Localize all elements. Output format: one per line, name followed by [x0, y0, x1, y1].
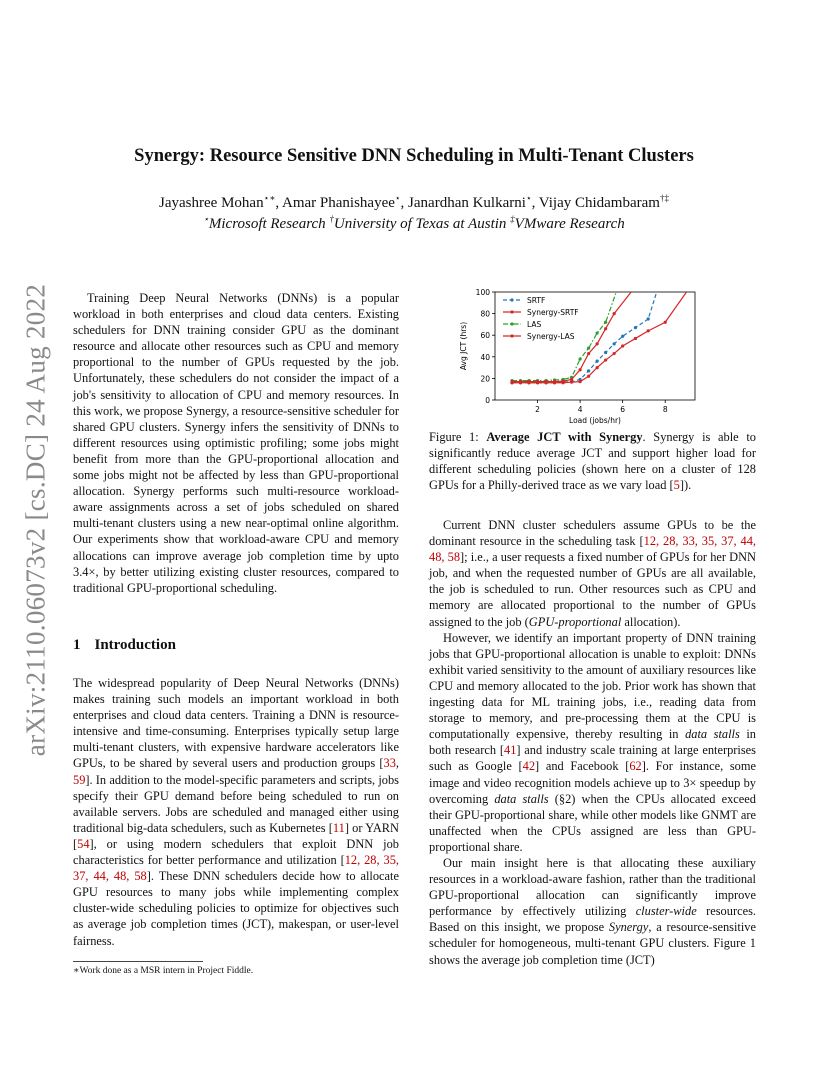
x-axis-label: Load (jobs/hr) [569, 416, 621, 425]
caption-bold: Average JCT with Synergy [486, 430, 643, 444]
paragraph [429, 855, 756, 968]
data-point [561, 380, 564, 383]
affil-1: Microsoft Research [208, 216, 326, 232]
y-tick-label: 40 [480, 352, 490, 362]
legend-label: Synergy-SRTF [527, 308, 579, 317]
y-tick-label: 0 [485, 396, 490, 405]
emphasis: data stalls [494, 791, 549, 806]
affiliation-list [0, 214, 828, 233]
data-point [570, 378, 573, 381]
citation-link[interactable]: 42 [522, 759, 536, 774]
data-point [613, 352, 616, 355]
citation-link[interactable]: 12, 28, 33, 35, 37, 44, 48, 58 [429, 534, 757, 565]
intro-text: The widespread popularity of Deep Neural Networks (DNNs) makes training such models an important workload in both enterprises and cloud data centers. Training a DNN is resource-intensive and time-consuming. Enterprises typically setup large multi-tenant clusters, with expensive hardware accelerators like GPUs, to be shared by several users and production groups [ [73, 676, 399, 771]
author-3: , Janardhan Kulkarni [400, 195, 526, 211]
arxiv-stamp [14, 280, 58, 760]
section-number: 1 [73, 637, 81, 653]
data-point [510, 380, 513, 383]
body-text: allocation). [621, 614, 681, 629]
data-point [664, 321, 667, 324]
citation-link[interactable]: 5 [673, 478, 680, 493]
data-point [621, 335, 624, 338]
data-point [596, 342, 599, 345]
emphasis: data stalls [685, 727, 740, 742]
data-point [587, 352, 590, 355]
data-point [596, 331, 599, 334]
intro-text: ]. In addition to the model-specific parameters and scripts, jobs specify their GPU demand before being scheduled to run on available servers. Jobs are scheduled and managed either using traditional big-data schedulers, such as Kubernetes [ [73, 772, 399, 835]
author-3-mark: ⋆ [525, 193, 532, 203]
body-text: Current DNN cluster schedulers assume GPUs to be the dominant resource in the scheduling task [ [429, 518, 756, 549]
data-point [553, 380, 556, 383]
body-text: resources. Based on this insight, we propose [429, 904, 756, 935]
data-point [647, 329, 650, 332]
caption-label: Figure 1: [429, 430, 487, 444]
data-point [613, 312, 616, 315]
data-point [527, 380, 530, 383]
data-point [596, 360, 599, 363]
caption-text: . Synergy is able to significantly reduce average JCT and support higher load for different scheduling policies (shown here on a cluster of 128 GPUs for a Philly-derived trace as we vary load [ [429, 430, 756, 493]
data-point [544, 380, 547, 383]
x-tick-label: 2 [535, 405, 540, 414]
intro-text: ]. These DNN schedulers decide how to allocate GPU resources to many jobs while implementing complex cluster-wide scheduling policies to optimize for objectives such as average job completion times (JCT), makespan, or user-level fairness. [73, 869, 399, 948]
affil-3-mark: ‡ [510, 214, 515, 224]
emphasis: Synergy [608, 920, 649, 935]
y-tick-label: 80 [480, 309, 490, 319]
data-point [587, 347, 590, 350]
data-point [647, 317, 650, 320]
citation-link[interactable]: 62 [629, 759, 642, 774]
paragraph [429, 517, 756, 630]
data-point [579, 368, 582, 371]
intro-paragraph [73, 675, 399, 949]
legend-marker [510, 334, 513, 337]
arxiv-id: arXiv:2110.06073v2 [cs.DC] 24 Aug 2022 [20, 283, 51, 757]
paragraph [429, 630, 756, 855]
author-1: Jayashree Mohan [159, 195, 264, 211]
data-point [579, 357, 582, 360]
y-tick-label: 100 [475, 288, 490, 297]
data-point [587, 369, 590, 372]
section-title: Introduction [94, 637, 176, 653]
author-4: , Vijay Chidambaram [531, 195, 660, 211]
figure-caption [429, 429, 756, 493]
body-text: ]. For instance, some image and video recognition models achieve up to 3× speedup by overcoming [429, 759, 757, 806]
body-text: (§2) when the CPUs allocated exceed their GPU-proportional share, while other models like GNMT are unaffected when the CPUs assigned are less than GPU-proportional share. [429, 791, 757, 854]
jct-line-chart [450, 282, 710, 430]
data-point [634, 326, 637, 329]
x-tick-label: 6 [620, 405, 626, 414]
citation-link[interactable]: 33 [383, 756, 396, 771]
author-1-mark: ⋆∗ [263, 193, 276, 203]
section-heading [73, 637, 176, 654]
author-2: , Amar Phanishayee [275, 195, 395, 211]
citation-link[interactable]: 11 [332, 820, 345, 835]
caption-text: ]). [679, 478, 692, 493]
x-tick-label: 8 [662, 405, 668, 414]
emphasis: GPU-proportional [528, 614, 622, 629]
citation-link[interactable]: 12, 28, 35, 37, 44, 48, 58 [73, 853, 399, 884]
abstract [73, 290, 399, 596]
data-point [579, 380, 582, 383]
legend-label: Synergy-LAS [527, 332, 575, 341]
affil-3: VMware Research [514, 216, 625, 232]
y-tick-label: 20 [480, 374, 490, 384]
body-text: ]; i.e., a user requests a fixed number of GPUs for her DNN job, and when the requested number of GPUs are all available, the job is scheduled to run. Other resources such as CPU and memory are allocated proportional to the number of GPUs assigned to the job ( [429, 550, 756, 629]
body-text: However, we identify an important property of DNN training jobs that GPU-proportional allocation is unable to exploit: DNNs exhibit varied sensitivity to the amount of auxiliary resources like CPU and memory allocated to the job. Prior work has shown that ingesting data for ML training jobs, i.e., reading data from storage to memory, and pre-processing them at the CPU is computationally expensive, thereby resulting in [429, 630, 756, 742]
abstract-text: Training Deep Neural Networks (DNNs) is a popular workload in both enterprises and cloud data centers. Existing schedulers for DNN training consider GPU as the dominant resource and allocate other resources such as CPU and memory proportional to the number of GPUs requested by the job. Unfortunately, these schedulers do not consider the impact of a job's sensitivity to allocation of CPU and memory resources. In this work, we propose Synergy, a resource-sensitive scheduler for shared GPU clusters. Synergy infers the sensitivity of DNNs to different resources using optimistic profiling; some jobs might benefit from more than the GPU-proportional allocation and some jobs might not be affected by less than GPU-proportional allocation. Synergy performs such multi-resource workload-aware assignments across a set of jobs scheduled on shared multi-tenant clusters using a new near-optimal online algorithm. Our experiments show that workload-aware CPU and memory allocations can improve average job completion time by upto 3.4×, by better utilizing existing cluster resources, compared to traditional GPU-proportional scheduling. [73, 291, 399, 595]
legend-label: SRTF [527, 296, 546, 305]
emphasis: cluster-wide [635, 904, 697, 919]
author-4-mark: †‡ [659, 193, 669, 203]
y-axis-label: Avg JCT (hrs) [459, 321, 468, 371]
footnote-rule [73, 961, 203, 962]
legend-marker [510, 322, 513, 325]
body-text: ] and Facebook [ [535, 759, 630, 774]
legend-marker [510, 310, 513, 313]
author-2-mark: ⋆ [394, 193, 401, 203]
data-point [604, 327, 607, 330]
affil-2: University of Texas at Austin [333, 216, 507, 232]
intro-text: , [395, 756, 399, 771]
data-point [604, 321, 607, 324]
citation-link[interactable]: 59 [73, 772, 86, 787]
paper-title: Synergy: Resource Sensitive DNN Scheduling in Multi-Tenant Clusters [134, 146, 694, 166]
intro-text: ] or YARN [ [73, 820, 399, 851]
author-list [0, 193, 828, 212]
data-point [587, 375, 590, 378]
data-point [634, 337, 637, 340]
right-column [429, 517, 756, 968]
legend-label: LAS [527, 320, 542, 329]
data-point [519, 380, 522, 383]
data-point [604, 351, 607, 354]
body-text: ] and industry scale training at large enterprises such as Google [ [429, 743, 756, 774]
body-text: in both research [ [429, 727, 756, 758]
data-point [621, 344, 624, 347]
data-point [604, 358, 607, 361]
legend-marker [510, 298, 513, 301]
intro-text: ], or using modern schedulers that exploit DNN job characteristics for better performance and utilization [ [73, 836, 399, 868]
body-text: Our main insight here is that allocating these auxiliary resources in a workload-aware fashion, rather than the traditional GPU-proportional allocation can significantly improve performance by effectively utilizing [429, 855, 756, 919]
citation-link[interactable]: 54 [77, 836, 90, 851]
affil-2-mark: † [329, 214, 334, 224]
data-point [613, 342, 616, 345]
x-tick-label: 4 [577, 405, 583, 414]
y-tick-label: 60 [480, 331, 490, 341]
affil-1-mark: ⋆ [203, 214, 209, 224]
citation-link[interactable]: 41 [504, 743, 517, 758]
body-text: , a resource-sensitive scheduler for homogeneous, multi-tenant GPU clusters. Figure 1 shows the average job completion time (JCT) [429, 920, 756, 967]
data-point [536, 380, 539, 383]
data-point [596, 366, 599, 369]
footnote: ∗Work done as a MSR intern in Project Fiddle. [73, 966, 254, 976]
